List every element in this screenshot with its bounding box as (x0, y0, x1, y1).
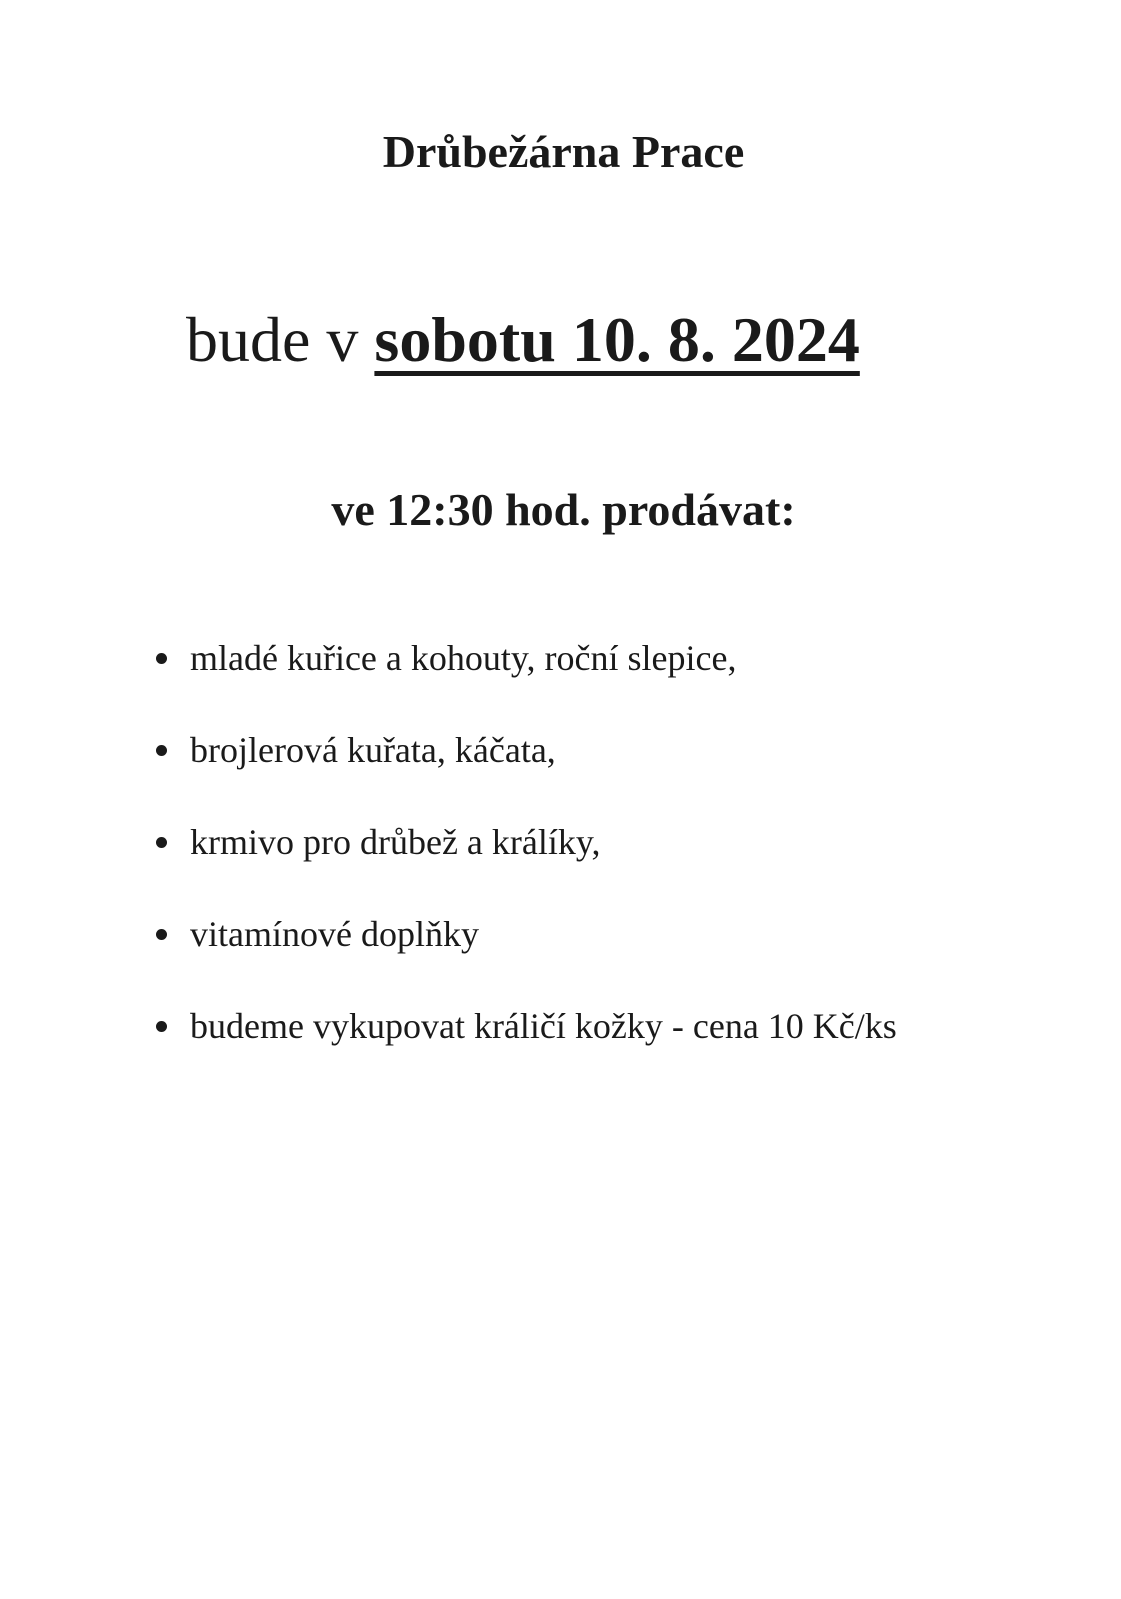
date-prefix: bude v (186, 304, 375, 375)
poster-title: Drůbežárna Prace (382, 126, 745, 177)
date-line (186, 300, 860, 380)
bullet-icon (156, 653, 167, 664)
sale-date: sobotu 10. 8. 2024 (374, 304, 860, 375)
time-line: ve 12:30 hod. prodávat: (331, 484, 796, 535)
list-item-text: krmivo pro drůbež a králíky, (190, 822, 601, 862)
bullet-icon (156, 745, 167, 756)
bullet-icon (156, 1021, 167, 1032)
list-item-text: brojlerová kuřata, káčata, (190, 730, 556, 770)
bullet-icon (156, 837, 167, 848)
bullet-icon (156, 929, 167, 940)
list-item-text: mladé kuřice a kohouty, roční slepice, (190, 638, 737, 678)
list-item-text: budeme vykupovat králičí kožky - cena 10 Kč/ks (190, 1006, 897, 1046)
list-item-text: vitamínové doplňky (190, 914, 479, 954)
